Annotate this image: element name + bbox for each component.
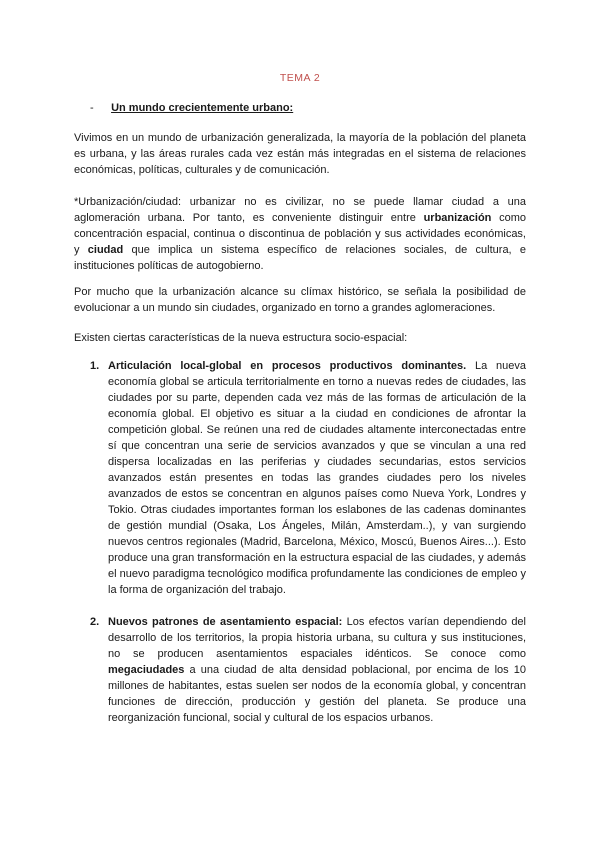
list-item-number: 1.: [90, 360, 100, 372]
definition-text-d: que implica un sistema específico de relaciones sociales, de cultura, e instituciones políticas de autogobierno.: [74, 244, 526, 272]
list-item-text-b: a una ciudad de alta densidad poblacional, por encima de los 10 millones de habitantes, estas suelen ser nodos de la economía global, y concentran funciones de dirección, producción y gestión del planeta. Se produce una reorganización funcional, social y cultural de los espacios urbanos.: [108, 664, 526, 724]
list-item-text: La nueva economía global se articula territorialmente en torno a nuevas redes de ciudades, las ciudades por su parte, dependen cada vez más de las formas de articulación de la economía global. El objetivo es situar a la ciudad en condiciones de afrontar la competición global. Se reúnen una red de ciudades altamente interconectadas entre sí que concentran una serie de servicios avanzados y que se vinculan a una red dispersa localizadas en las periferias y ciudades secundarias, estos servicios avanzados están presentes en todas las grandes ciudades pero los niveles avanzados de estos se concentran en algunos países como Nueva York, Londres y Tokio. Otras ciudades importantes forman los eslabones de las cadenas dominantes de gestión mundial (Osaka, Los Ángeles, Milán, Amsterdam..), y van surgiendo nuevos centros regionales (Madrid, Barcelona, México, Moscú, Buenos Aires...). Esto produce una gran transformación en la estructura espacial de las ciudades, y además el nuevo paradigma tecnológico modifica profundamente las condiciones de empleo y la forma de organización del trabajo.: [108, 360, 526, 596]
definition-text-a: *Urbanización/ciudad: urbanizar no es civilizar, no se puede llamar ciudad a una aglomeración urbana. Por tanto, es conveniente distinguir entre: [74, 196, 526, 224]
list-item-heading: Articulación local-global en procesos productivos dominantes.: [108, 360, 467, 372]
characteristics-list: [90, 358, 526, 726]
term-urbanizacion: urbanización: [423, 212, 492, 224]
list-item-text-a: Los efectos varían dependiendo del desarrollo de los territorios, la propia historia urbana, su cultura y sus instituciones, no se producen asentamientos espaciales idénticos. Se conoce como: [108, 616, 526, 660]
definition-text-c: como concentración espacial, continua o discontinua de población y sus actividades económicas, y: [74, 212, 526, 256]
list-item-number: 2.: [90, 616, 100, 628]
paragraph-characteristics-intro: Existen ciertas características de la nueva estructura socio-espacial:: [74, 332, 408, 344]
term-ciudad: ciudad: [87, 244, 124, 256]
page-title: TEMA 2: [279, 72, 321, 84]
paragraph-intro: Vivimos en un mundo de urbanización generalizada, la mayoría de la población del planeta es urbana, y las áreas rurales cada vez están más integradas en el sistema de relaciones económicas, políticas, culturales y de comunicación.: [74, 132, 526, 176]
list-item: [90, 358, 526, 598]
paragraph-definition: [74, 194, 526, 274]
subtitle-text: Un mundo crecientemente urbano:: [111, 102, 294, 114]
paragraph-climax: Por mucho que la urbanización alcance su clímax histórico, se señala la posibilidad de evolucionar a un mundo sin ciudades, organizado en torno a grandes aglomeraciones.: [74, 286, 526, 314]
list-item-heading: Nuevos patrones de asentamiento espacial:: [108, 616, 343, 628]
list-item: [90, 614, 526, 726]
section-subtitle: [90, 102, 293, 114]
subtitle-bullet: -: [90, 102, 94, 114]
term-megaciudades: megaciudades: [108, 664, 185, 676]
